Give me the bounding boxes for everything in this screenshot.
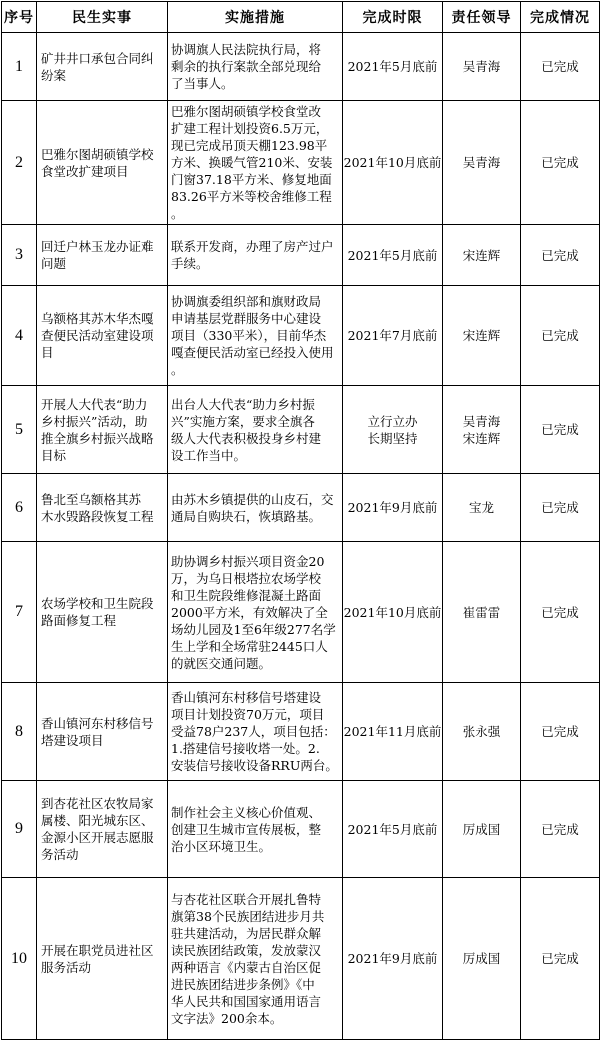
leader-cell [443, 542, 521, 683]
measure-line: 嘎查便民活动室已经投入使用 [171, 345, 334, 360]
measure-line: 手续。 [171, 256, 209, 271]
leader-cell [443, 781, 521, 878]
row-number: 4 [2, 286, 37, 386]
deadline-cell [343, 878, 443, 1040]
leader-line: 吴青海 [462, 59, 501, 74]
leader-cell [443, 878, 521, 1040]
leader-line: 宋连辉 [462, 430, 501, 446]
item-line: 农场学校和卫生院段 [41, 596, 154, 611]
measure-line: 扩建工程计划投资6.5万元， [171, 121, 329, 136]
item-line: 巴雅尔图胡硕镇学校 [41, 146, 154, 162]
item-line: 开展人大代表“助力 [41, 396, 148, 412]
item-line: 矿井井口承包合同纠 [41, 50, 154, 66]
measure-line: 两种语言《内蒙古自治区促 [171, 959, 322, 975]
leader-line: 吴青海 [462, 413, 501, 429]
row-number: 3 [2, 225, 37, 286]
measure-line: 香山镇河东村移信号塔建设 [171, 690, 322, 705]
measure-cell [168, 781, 343, 878]
measure-line: 与杏花社区联合开展扎鲁特 [171, 891, 322, 907]
table-row [2, 225, 600, 286]
leader-cell [443, 225, 521, 286]
measure-line: 兴”实施方案，要求全旗各 [171, 413, 315, 429]
leader-cell [443, 33, 521, 101]
status-cell: 已完成 [521, 286, 600, 386]
item-cell [37, 683, 168, 781]
leader-cell [443, 101, 521, 225]
row-number: 7 [2, 542, 37, 683]
measure-line: 剩余的执行案款全部兑现给 [171, 59, 322, 74]
item-line: 目标 [41, 447, 67, 463]
measure-line: 巴雅尔图胡硕镇学校食堂改 [171, 104, 322, 119]
deadline-cell [343, 386, 443, 474]
header-status: 完成情况 [521, 2, 600, 33]
deadline-cell [343, 101, 443, 225]
leader-line: 宋连辉 [462, 328, 501, 343]
measure-line: 设工作当中。 [171, 447, 247, 463]
measure-cell [168, 474, 343, 542]
item-cell [37, 101, 168, 225]
item-line: 查便民活动室建设项 [41, 328, 154, 343]
table-row [2, 474, 600, 542]
table-row [2, 33, 600, 101]
item-cell [37, 286, 168, 386]
measure-line: 项目计划投资70万元，项目 [171, 707, 325, 722]
measure-cell [168, 101, 343, 225]
deadline-line: 2021年5月底前 [347, 821, 438, 837]
leader-cell [443, 286, 521, 386]
leader-line: 厉成国 [462, 821, 501, 837]
status-cell: 已完成 [521, 386, 600, 474]
item-line: 属楼、阳光城东区、 [41, 813, 154, 828]
item-line: 问题 [41, 256, 67, 271]
status-cell: 已完成 [521, 878, 600, 1040]
item-line: 金源小区开展志愿服 [41, 830, 154, 845]
measure-line: 的就医交通问题。 [171, 655, 272, 671]
table-body [2, 33, 600, 1040]
measure-line: 出台人大代表“助力乡村振 [171, 396, 315, 412]
measure-line: 83.26平方米等校舍维修工程 [171, 189, 332, 204]
measure-line: 生上学和全场常驻2445口人 [171, 638, 328, 654]
measure-line: 创建卫生城市宣传展板，整 [171, 821, 322, 837]
measure-line: 了当事人。 [171, 76, 234, 91]
measure-line: 旗第38个民族团结进步月共 [171, 908, 325, 924]
deadline-line: 2021年9月底前 [347, 951, 438, 966]
header-measure: 实施措施 [168, 2, 343, 33]
status-cell: 已完成 [521, 225, 600, 286]
measure-line: 1.搭建信号接收塔一处。2. [171, 741, 320, 756]
measure-line: 万，为乌日根塔拉农场学校 [171, 570, 322, 586]
deadline-cell [343, 542, 443, 683]
leader-cell [443, 474, 521, 542]
deadline-line: 2021年5月底前 [347, 59, 438, 74]
measure-line: 方米、换暖气管210米、安装 [171, 155, 333, 170]
item-cell [37, 33, 168, 101]
item-line: 推全旗乡村振兴战略 [41, 430, 154, 446]
leader-line: 宝龙 [468, 500, 494, 515]
measure-line: 读民族团结政策，发放蒙汉 [171, 942, 322, 958]
item-line: 服务活动 [41, 959, 92, 975]
item-cell [37, 474, 168, 542]
item-cell [37, 225, 168, 286]
status-cell: 已完成 [521, 474, 600, 542]
measure-cell [168, 683, 343, 781]
row-number: 1 [2, 33, 37, 101]
deadline-cell [343, 474, 443, 542]
livelihood-table [1, 1, 600, 1040]
deadline-line: 2021年10月底前 [343, 604, 442, 620]
measure-line: 项目（330平米），目前华杰 [171, 328, 327, 343]
leader-line: 张永强 [462, 724, 501, 739]
item-cell [37, 781, 168, 878]
measure-line: 联系开发商，办理了房产过户 [171, 239, 334, 254]
item-line: 开展在职党员进社区 [41, 942, 154, 958]
measure-line: 安装信号接收设备RRU两台。 [171, 758, 338, 773]
measure-line: 协调旗人民法院执行局，将 [171, 42, 322, 57]
leader-line: 吴青海 [462, 155, 501, 170]
measure-line: 和卫生院段维修混凝土路面 [171, 587, 322, 603]
measure-cell [168, 386, 343, 474]
leader-line: 宋连辉 [462, 247, 501, 263]
header-deadline: 完成时限 [343, 2, 443, 33]
status-cell: 已完成 [521, 33, 600, 101]
item-line: 到杏花社区农牧局家 [41, 796, 154, 811]
measure-cell [168, 878, 343, 1040]
deadline-line: 2021年9月底前 [347, 500, 438, 515]
deadline-cell [343, 33, 443, 101]
deadline-cell [343, 286, 443, 386]
measure-line: 级人大代表积极投身乡村建 [171, 430, 322, 446]
row-number: 2 [2, 101, 37, 225]
deadline-cell [343, 781, 443, 878]
measure-cell [168, 225, 343, 286]
deadline-line: 2021年10月底前 [343, 155, 442, 170]
measure-line: 治小区环境卫生。 [171, 838, 272, 854]
measure-line: 进民族团结进步条例》《中 [171, 976, 315, 992]
measure-line: 驻共建活动，为居民群众解 [171, 925, 322, 941]
item-line: 回迁户林玉龙办证难 [41, 239, 154, 254]
deadline-line: 2021年7月底前 [347, 328, 438, 343]
leader-line: 崔雷雷 [462, 604, 501, 620]
item-line: 乌额格其苏木华杰嘎 [41, 311, 154, 326]
row-number: 10 [2, 878, 37, 1040]
deadline-line: 2021年5月底前 [347, 247, 438, 263]
item-line: 香山镇河东村移信号 [41, 715, 154, 731]
item-line: 乡村振兴”活动，助 [41, 413, 148, 429]
table-row [2, 781, 600, 878]
item-cell [37, 386, 168, 474]
measure-cell [168, 33, 343, 101]
header-item: 民生实事 [37, 2, 168, 33]
table-row [2, 542, 600, 683]
measure-line: 。 [171, 206, 184, 221]
item-line: 木水毁路段恢复工程 [41, 508, 154, 524]
measure-line: 现已完成吊顶天棚123.98平 [171, 138, 328, 153]
measure-line: 文字法》200余本。 [171, 1010, 283, 1026]
item-line: 塔建设项目 [41, 732, 104, 748]
table-row [2, 878, 600, 1040]
measure-line: 助协调乡村振兴项目资金20 [171, 553, 325, 569]
header-no: 序号 [2, 2, 37, 33]
header-row [2, 2, 600, 33]
measure-cell [168, 542, 343, 683]
table-row [2, 386, 600, 474]
measure-line: 协调旗委组织部和旗财政局 [171, 294, 322, 309]
leader-cell [443, 683, 521, 781]
item-line: 食堂改扩建项目 [41, 163, 129, 179]
header-leader: 责任领导 [443, 2, 521, 33]
item-cell [37, 878, 168, 1040]
measure-line: 申请基层党群服务中心建设 [171, 311, 322, 326]
leader-cell [443, 386, 521, 474]
measure-line: 通局自购块石，恢填路基。 [171, 508, 322, 524]
table-row [2, 683, 600, 781]
status-cell: 已完成 [521, 542, 600, 683]
measure-cell [168, 286, 343, 386]
status-cell: 已完成 [521, 683, 600, 781]
deadline-cell [343, 225, 443, 286]
measure-line: 场幼儿园及1至6年级277名学 [171, 621, 336, 637]
measure-line: 制作社会主义核心价值观、 [171, 804, 322, 820]
deadline-line: 长期坚持 [367, 430, 418, 446]
status-cell: 已完成 [521, 781, 600, 878]
item-line: 鲁北至乌额格其苏 [41, 491, 142, 507]
item-line: 路面修复工程 [41, 613, 117, 628]
row-number: 6 [2, 474, 37, 542]
item-cell [37, 542, 168, 683]
table-row [2, 101, 600, 225]
row-number: 9 [2, 781, 37, 878]
item-line: 务活动 [41, 847, 79, 862]
row-number: 5 [2, 386, 37, 474]
deadline-line: 2021年11月底前 [343, 724, 442, 739]
measure-line: 受益78户237人，项目包括： [171, 724, 336, 739]
deadline-cell [343, 683, 443, 781]
measure-line: 由苏木乡镇提供的山皮石，交 [171, 491, 334, 507]
measure-line: 2000平方米，有效解决了全 [171, 604, 328, 620]
row-number: 8 [2, 683, 37, 781]
deadline-line: 立行立办 [367, 413, 418, 429]
status-cell: 已完成 [521, 101, 600, 225]
item-line: 纷案 [41, 67, 67, 83]
item-line: 目 [41, 345, 54, 360]
measure-line: 华人民共和国国家通用语言 [171, 993, 322, 1009]
measure-line: 门窗37.18平方米、修复地面 [171, 172, 332, 187]
table-row [2, 286, 600, 386]
measure-line: 。 [171, 362, 184, 377]
leader-line: 厉成国 [462, 951, 501, 966]
